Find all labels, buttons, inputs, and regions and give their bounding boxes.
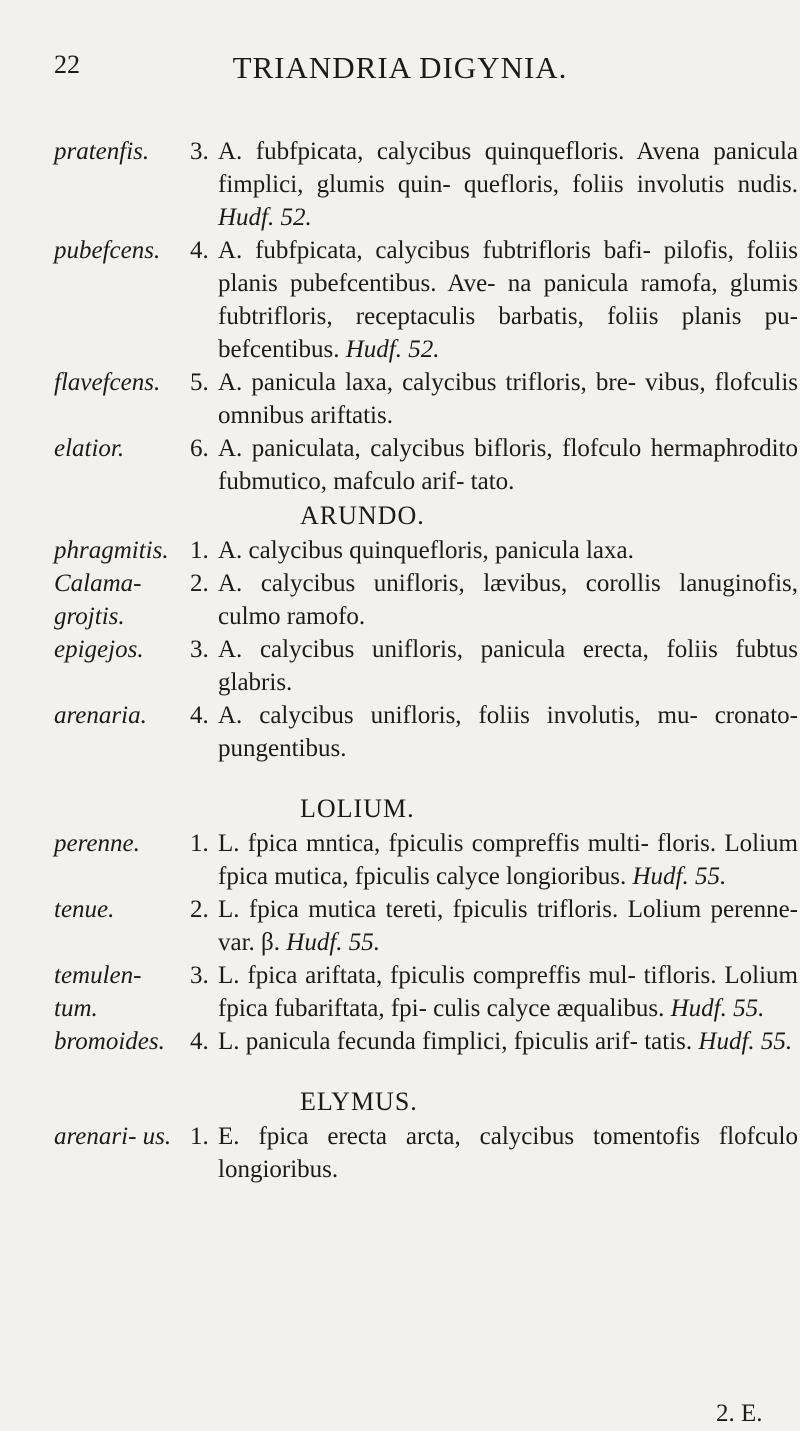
species-entry xyxy=(54,827,800,893)
species-number: 4. xyxy=(190,702,209,729)
species-entry xyxy=(54,893,800,959)
species-description: L. fpica mntica, fpiculis compreffis multi- floris. Lolium fpica mutica, fpiculis calyce longioribus. Hudf. 55. xyxy=(218,830,798,890)
genus-section xyxy=(0,498,800,765)
species-epithet: temulen- tum. xyxy=(54,962,142,1022)
genus-section xyxy=(0,791,800,1058)
species-entry xyxy=(54,234,800,366)
species-epithet: pratenfis. xyxy=(54,138,150,165)
reference-citation: Hudf. 55. xyxy=(286,929,381,956)
species-number: 4. xyxy=(190,237,209,264)
species-epithet: elatior. xyxy=(54,435,125,462)
species-entry xyxy=(54,959,800,1025)
species-description: L. fpica ariftata, fpiculis compreffis mul- tifloris. Lolium fpica fubariftata, fpi- culis calyce æqualibus. Hudf. 55. xyxy=(218,962,798,1022)
running-title: TRIANDRIA DIGYNIA. xyxy=(232,50,568,85)
species-epithet: bromoides. xyxy=(54,1028,165,1055)
genus-section xyxy=(0,135,800,498)
species-entry xyxy=(54,633,800,699)
species-description: A. paniculata, calycibus bifloris, flofculo hermaphrodito fubmutico, mafculo arif- tato. xyxy=(218,435,798,495)
genus-heading: LOLIUM. xyxy=(300,794,415,823)
genus-section xyxy=(0,1084,800,1186)
species-entry xyxy=(54,1025,800,1058)
species-epithet: perenne. xyxy=(54,830,140,857)
page-body xyxy=(0,135,800,1186)
reference-citation: Hudf. 55. xyxy=(670,995,765,1022)
catchword: 2. E. xyxy=(716,1400,763,1427)
page-number: 22 xyxy=(54,50,80,79)
species-number: 3. xyxy=(190,138,209,165)
species-epithet: arenari- us. xyxy=(54,1123,172,1150)
species-description: A. calycibus unifloris, lævibus, corollis lanuginofis, culmo ramofo. xyxy=(218,570,798,630)
species-number: 1. xyxy=(190,1123,209,1150)
species-number: 2. xyxy=(190,896,209,923)
species-description: A. fubfpicata, calycibus fubtrifloris bafi- pilofis, foliis planis pubefcentibus. Ave- na panicula ramofa, glumis fubtrifloris, receptaculis barbatis, foliis planis pu- befcentibus. Hudf. 52. xyxy=(218,237,798,363)
species-number: 3. xyxy=(190,636,209,663)
reference-citation: Hudf. 52. xyxy=(218,204,312,231)
reference-citation: Hudf. 52. xyxy=(345,336,440,363)
species-number: 2. xyxy=(190,570,209,597)
species-description: A. calycibus unifloris, panicula erecta, foliis fubtus glabris. xyxy=(218,636,798,696)
species-epithet: arenaria. xyxy=(54,702,147,729)
genus-heading: ARUNDO. xyxy=(300,501,425,530)
species-description: L. panicula fecunda fimplici, fpiculis arif- tatis. Hudf. 55. xyxy=(218,1028,793,1055)
species-entry xyxy=(54,135,800,234)
species-number: 6. xyxy=(190,435,209,462)
species-epithet: phragmitis. xyxy=(54,537,169,564)
species-description: L. fpica mutica tereti, fpiculis trifloris. Lolium perenne- var. β. Hudf. 55. xyxy=(218,896,798,956)
species-description: E. fpica erecta arcta, calycibus tomentofis flofculo longioribus. xyxy=(218,1123,798,1183)
species-epithet: epigejos. xyxy=(54,636,144,663)
species-epithet: tenue. xyxy=(54,896,115,923)
species-epithet: pubefcens. xyxy=(54,237,161,264)
reference-citation: Hudf. 55. xyxy=(632,863,727,890)
species-number: 5. xyxy=(190,369,209,396)
species-entry xyxy=(54,432,800,498)
section-spacer xyxy=(0,765,800,791)
species-entry xyxy=(54,366,800,432)
species-description: A. calycibus quinquefloris, panicula laxa. xyxy=(218,537,634,564)
species-number: 3. xyxy=(190,962,209,989)
species-description: A. calycibus unifloris, foliis involutis, mu- cronato-pungentibus. xyxy=(218,702,798,762)
section-spacer xyxy=(0,1058,800,1084)
species-entry xyxy=(54,567,800,633)
page-header xyxy=(0,50,800,90)
species-entry xyxy=(54,1120,800,1186)
species-description: A. fubfpicata, calycibus quinquefloris. Avena panicula fimplici, glumis quin- quefloris, foliis involutis nudis. Hudf. 52. xyxy=(218,138,798,231)
species-description: A. panicula laxa, calycibus trifloris, bre- vibus, flofculis omnibus ariftatis. xyxy=(218,369,798,429)
species-entry xyxy=(54,699,800,765)
species-entry xyxy=(54,534,800,567)
species-number: 1. xyxy=(190,537,209,564)
species-number: 4. xyxy=(190,1028,209,1055)
species-number: 1. xyxy=(190,830,209,857)
reference-citation: Hudf. 55. xyxy=(698,1028,793,1055)
genus-heading: ELYMUS. xyxy=(300,1087,418,1116)
species-epithet: flavefcens. xyxy=(54,369,161,396)
species-epithet: Calama- grojtis. xyxy=(54,570,142,630)
